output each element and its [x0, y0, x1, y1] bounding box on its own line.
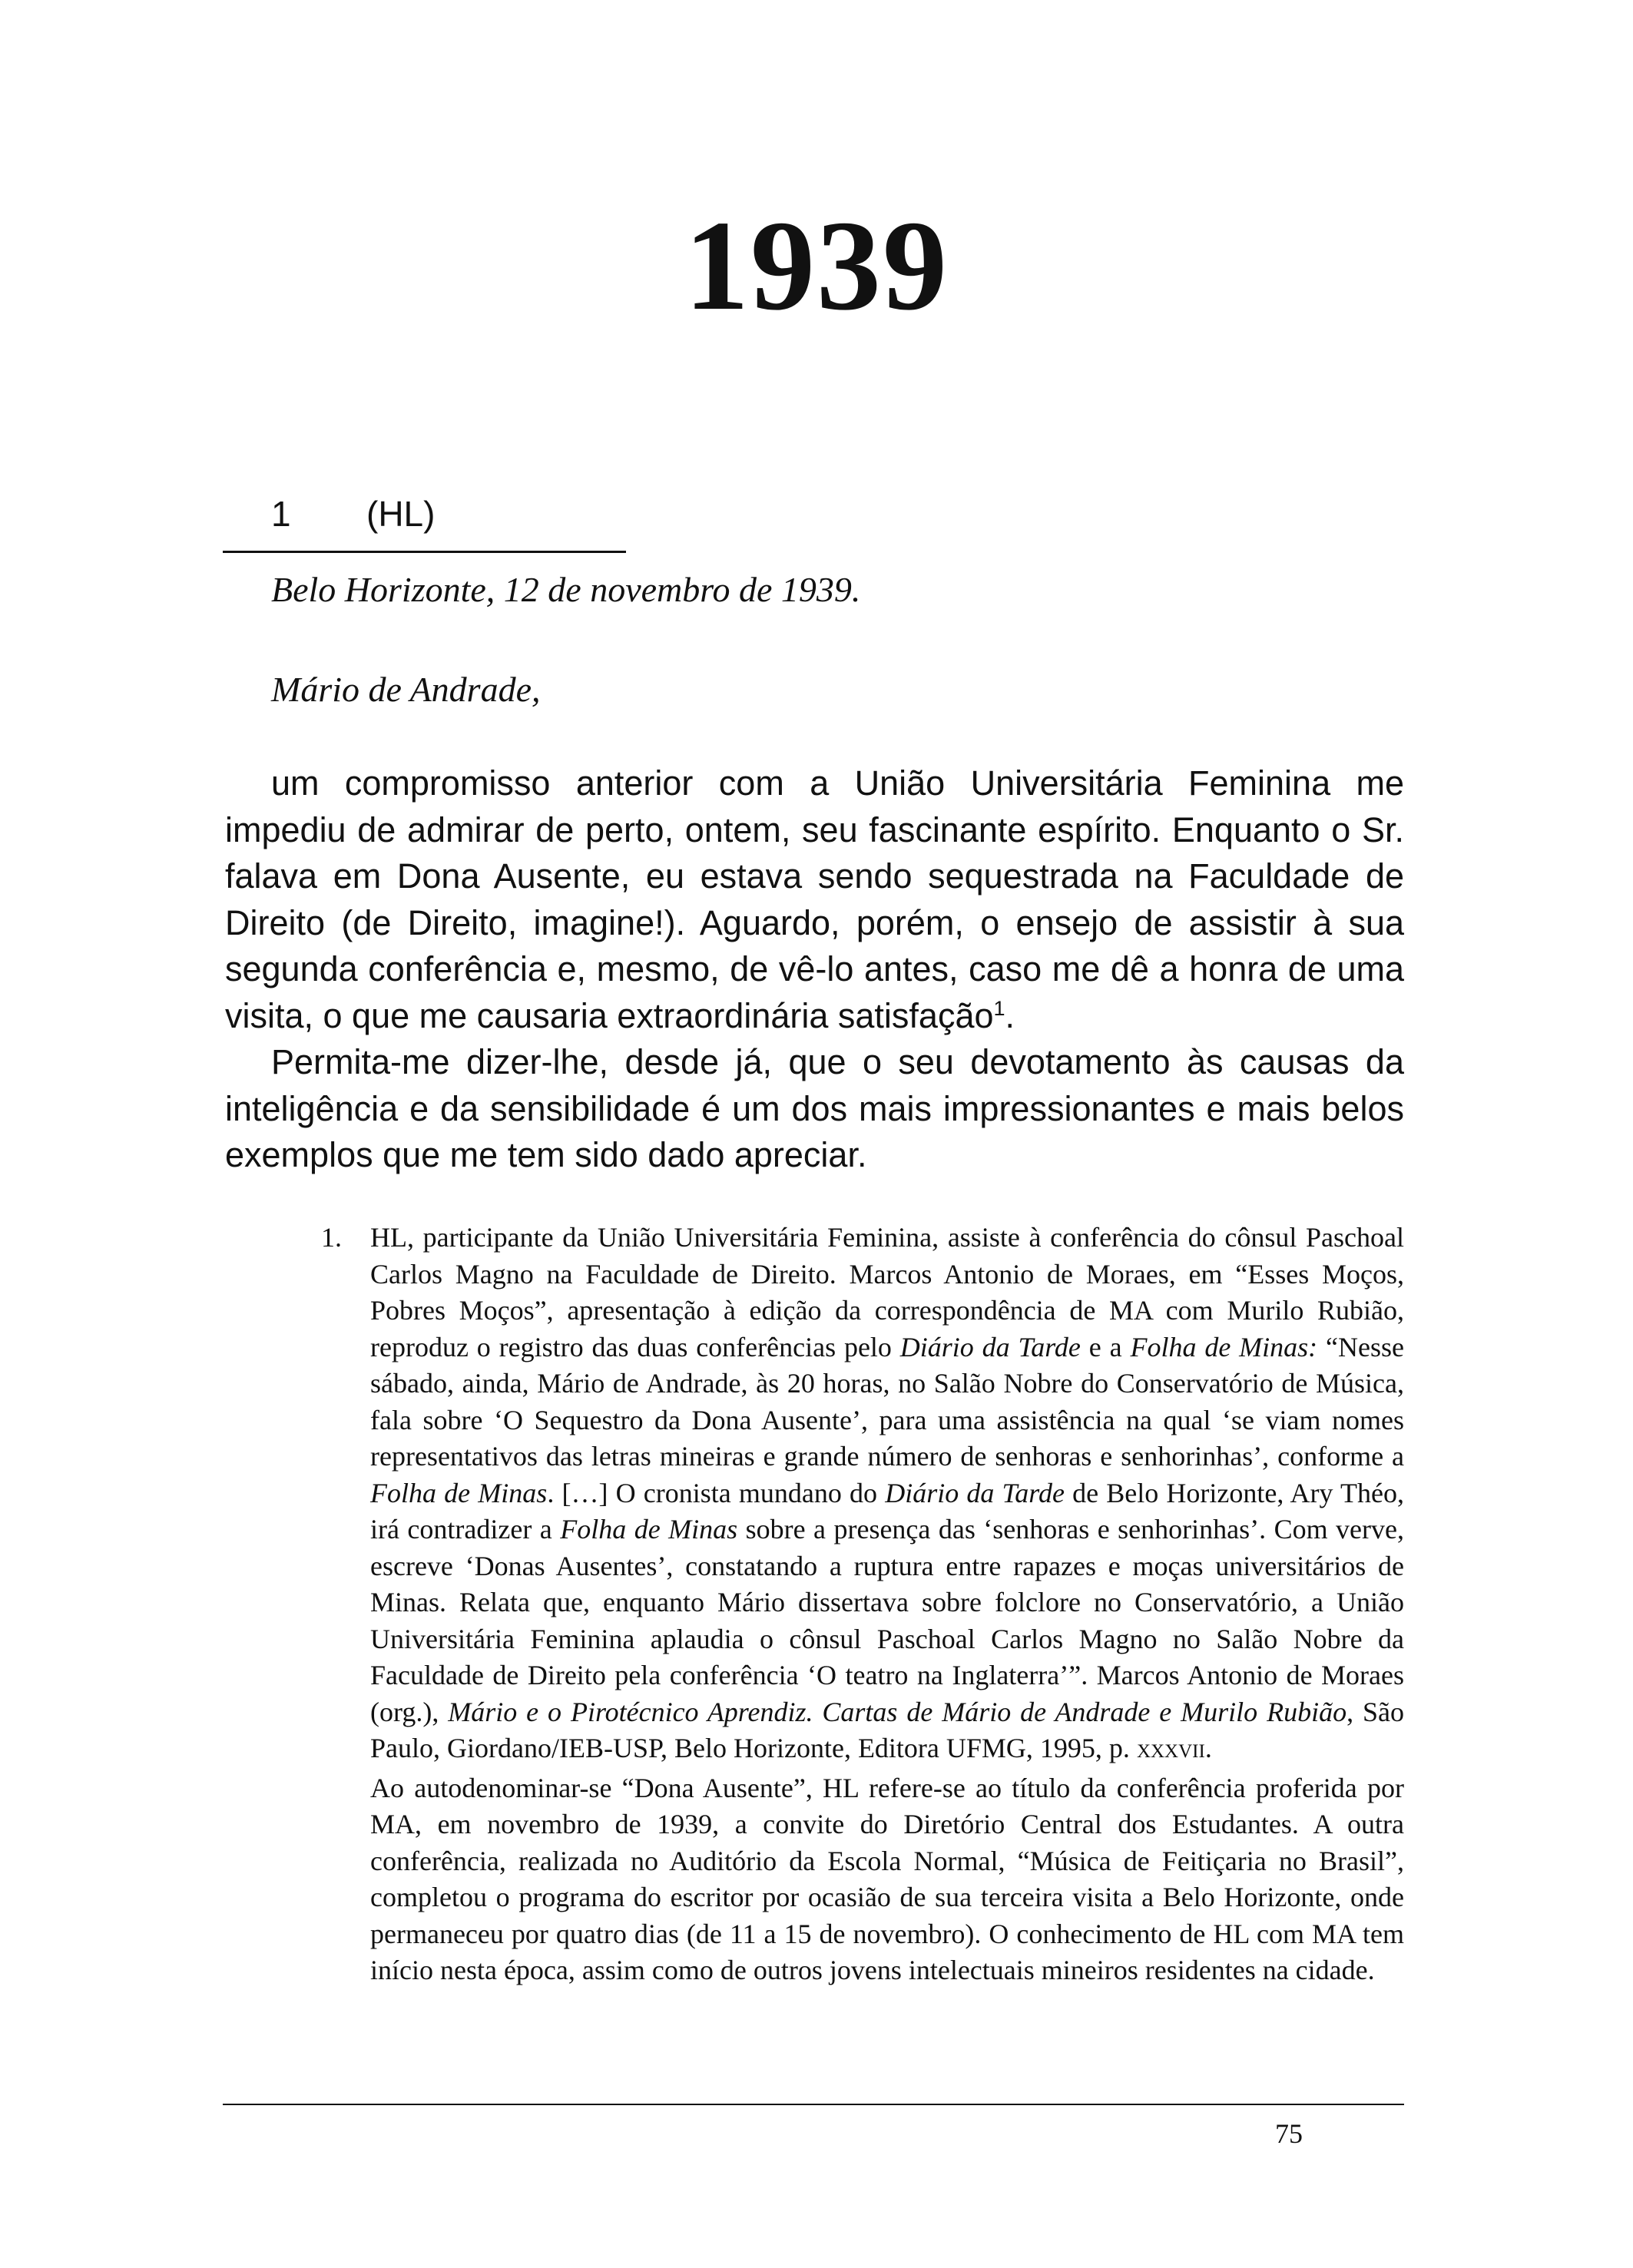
page-number: 75	[1275, 2118, 1303, 2149]
letter-heading	[271, 494, 436, 534]
footnote-italic: Diário da Tarde	[899, 1331, 1081, 1362]
footer-rule	[223, 2104, 1404, 2105]
footnote-1	[321, 1220, 1404, 1767]
footnote-reference: 1	[993, 996, 1005, 1020]
footnote-italic: Folha de Minas:	[1130, 1331, 1318, 1362]
letter-body	[225, 760, 1404, 1179]
paragraph-1-end: .	[1005, 995, 1015, 1035]
footnote-text: . […] O cronista mundano do	[547, 1477, 886, 1508]
footnote-italic: Folha de Minas	[370, 1477, 548, 1508]
footnote-marker: 1.	[321, 1222, 342, 1253]
letter-salutation: Mário de Andrade,	[271, 670, 541, 709]
footnote-text: , São Paulo, Giordano/IEB-USP, Belo Horizonte, Editora UFMG, 1995, p.	[370, 1696, 1404, 1763]
letter-sender: (HL)	[366, 494, 436, 534]
paragraph-1-text: um compromisso anterior com a União Universitária Feminina me impediu de admirar de perto, ontem, seu fascinante espírito. Enquanto o Sr. falava em Dona Ausente, eu estava sendo sequestrada na Faculdade de Direito (de Direito, imagine!). Aguardo, porém, o ensejo de assistir à sua segunda conferência e, mesmo, de vê-lo antes, caso me dê a honra de uma visita, o que me causaria extraordinária satisfação	[225, 763, 1404, 1035]
footnote-text: HL, participante da União Universitária Feminina, assiste à conferência do cônsul Paschoal Carlos Magno na Faculdade de Direito. Marcos Antonio de Moraes, em “Esses Moços, Pobres Moços”, apresentação à edição da correspondência de MA com Murilo Rubião, reproduz o registro das duas conferências pelo	[370, 1222, 1404, 1362]
footnote-text: .	[1204, 1733, 1212, 1763]
letter-number: 1	[271, 494, 291, 534]
chapter-year-heading: 1939	[684, 194, 949, 337]
footnote-text: sobre a presença das ‘senhoras e senhorinhas’. Com verve, escreve ‘Donas Ausentes’, constatando a ruptura entre rapazes e moças universitários de Minas. Relata que, enquanto Mário dissertava sobre folclore no Conservatório, a União Universitária Feminina aplaudia o cônsul Paschoal Carlos Magno no Salão Nobre da Faculdade de Direito pela conferência ‘O teatro na Inglaterra’”. Marcos Antonio de Moraes (org.),	[370, 1514, 1405, 1727]
letter-paragraph-1	[225, 760, 1404, 1039]
footnote-1-continuation: Ao autodenominar-se “Dona Ausente”, HL refere-se ao título da conferência proferida por MA, em novembro de 1939, a convite do Diretório Central dos Estudantes. A outra conferência, realizada no Auditório da Escola Normal, “Música de Feitiçaria no Brasil”, completou o programa do escritor por ocasião de sua terceira visita a Belo Horizonte, onde permaneceu por quatro dias (de 11 a 15 de novembro). O conhecimento de HL com MA tem início nesta época, assim como de outros jovens intelectuais mineiros residentes na cidade.	[370, 1772, 1404, 1985]
footnote-italic: Diário da Tarde	[885, 1477, 1065, 1508]
footnote-text: “Nesse sábado, ainda, Mário de Andrade, às 20 horas, no Salão Nobre do Conservatório de Música, fala sobre ‘O Sequestro da Dona Ausente’, para uma assistência na qual ‘se viam nomes representativos das letras mineiras e grande número de senhoras e senhorinhas’, conforme a	[370, 1331, 1405, 1472]
letter-heading-rule	[223, 551, 626, 553]
footnote-italic: Mário e o Pirotécnico Aprendiz. Cartas de Mário de Andrade e Murilo Rubião	[448, 1696, 1347, 1727]
footnotes	[321, 1220, 1404, 1989]
footnote-page-ref: xxxvii	[1136, 1733, 1205, 1763]
footnote-text: de Belo Horizonte, Ary Théo, irá contradizer a	[370, 1477, 1404, 1545]
letter-place-date: Belo Horizonte, 12 de novembro de 1939.	[271, 570, 861, 609]
footnote-italic: Folha de Minas	[560, 1514, 738, 1545]
footnote-text: e a	[1080, 1331, 1131, 1362]
letter-paragraph-2: Permita-me dizer-lhe, desde já, que o seu devotamento às causas da inteligência e da sensibilidade é um dos mais impressionantes e mais belos exemplos que me tem sido dado apreciar.	[225, 1042, 1404, 1174]
